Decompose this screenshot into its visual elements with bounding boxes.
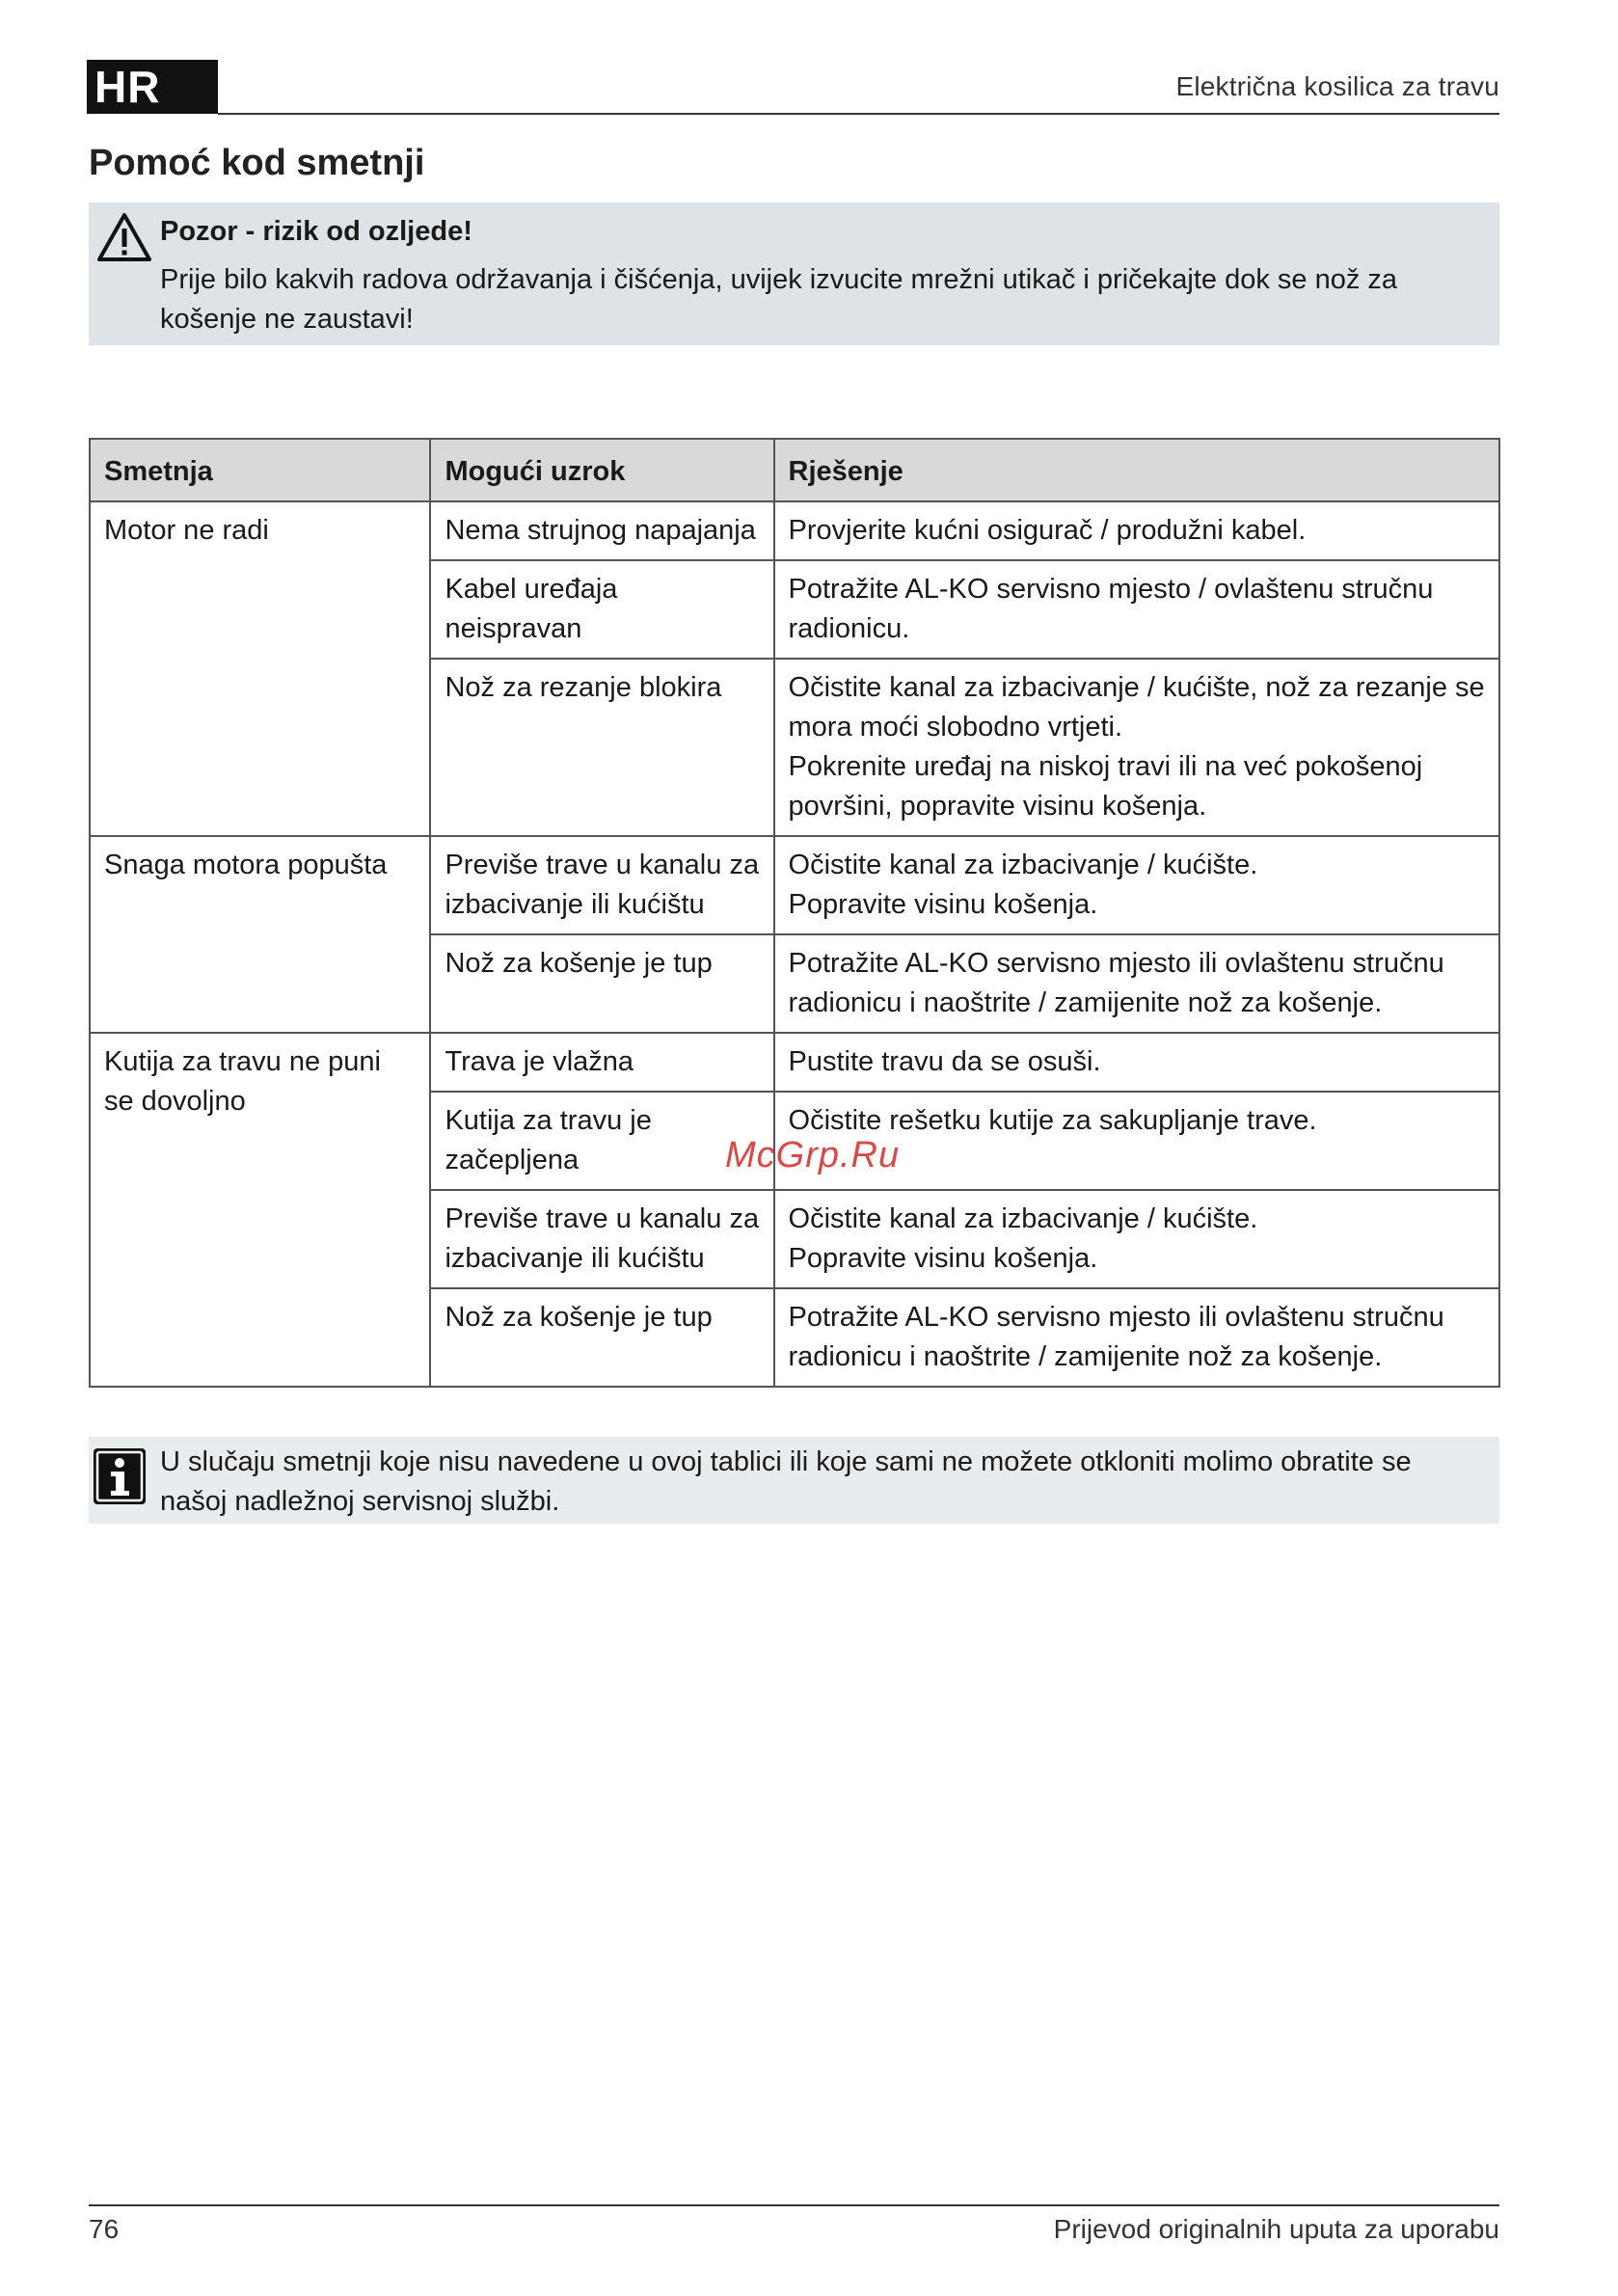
- fault-cell: Motor ne radi: [90, 501, 430, 836]
- solution-cell: Provjerite kućni osigurač / produžni kabel.: [774, 501, 1499, 560]
- solution-cell: Očistite kanal za izbacivanje / kućište. Popravite visinu košenja.: [774, 1190, 1499, 1288]
- header-divider: [218, 113, 1499, 115]
- solution-cell: Potražite AL-KO servisno mjesto ili ovlaštenu stručnu radionicu i naoštrite / zamijenite nož za košenje.: [774, 1288, 1499, 1387]
- page-number: 76: [89, 2214, 120, 2244]
- troubleshooting-table: [89, 438, 1500, 1388]
- column-header-solution: Rješenje: [774, 439, 1499, 501]
- solution-cell: Potražite AL-KO servisno mjesto / ovlaštenu stručnu radionicu.: [774, 560, 1499, 659]
- warning-box: [89, 203, 1499, 345]
- section-title: Pomoć kod smetnji: [89, 143, 425, 183]
- cause-cell: Nož za košenje je tup: [430, 934, 773, 1033]
- table-header-row: [90, 439, 1499, 501]
- footer-divider: [89, 2204, 1499, 2206]
- warning-triangle-icon: [96, 212, 152, 262]
- cause-cell: Nema strujnog napajanja: [430, 501, 773, 560]
- solution-cell: Očistite rešetku kutije za sakupljanje trave.: [774, 1092, 1499, 1190]
- table-row: [90, 1033, 1499, 1092]
- column-header-fault: Smetnja: [90, 439, 430, 501]
- info-icon: [94, 1448, 146, 1504]
- footer-text: Prijevod originalnih uputa za uporabu: [1053, 2214, 1499, 2244]
- fault-cell: Kutija za travu ne puni se dovoljno: [90, 1033, 430, 1387]
- table-row: [90, 836, 1499, 934]
- solution-cell: Očistite kanal za izbacivanje / kućište. Popravite visinu košenja.: [774, 836, 1499, 934]
- language-badge: HR: [87, 60, 218, 114]
- document-title: Električna kosilica za travu: [1175, 71, 1499, 101]
- cause-cell: Kutija za travu je začepljena: [430, 1092, 773, 1190]
- column-header-cause: Mogući uzrok: [430, 439, 773, 501]
- watermark: McGrp.Ru: [725, 1135, 901, 1175]
- info-box: [89, 1437, 1499, 1524]
- solution-cell: Potražite AL-KO servisno mjesto ili ovlaštenu stručnu radionicu i naoštrite / zamijenite nož za košenje.: [774, 934, 1499, 1033]
- cause-cell: Trava je vlažna: [430, 1033, 773, 1092]
- cause-cell: Previše trave u kanalu za izbacivanje ili kućištu: [430, 836, 773, 934]
- cause-cell: Nož za košenje je tup: [430, 1288, 773, 1387]
- info-text: U slučaju smetnji koje nisu navedene u ovoj tablici ili koje sami ne možete otkloniti molimo obratite se našoj nadležnoj servisnoj službi.: [160, 1446, 1412, 1517]
- cause-cell: Kabel uređaja neispravan: [430, 560, 773, 659]
- fault-cell: Snaga motora popušta: [90, 836, 430, 1033]
- warning-text: Prije bilo kakvih radova održavanja i čišćenja, uvijek izvucite mrežni utikač i pričekajte dok se nož za košenje ne zaustavi!: [160, 264, 1398, 335]
- cause-cell: Nož za rezanje blokira: [430, 659, 773, 836]
- warning-title: Pozor - rizik od ozljede!: [160, 216, 472, 247]
- solution-cell: Očistite kanal za izbacivanje / kućište, nož za rezanje se mora moći slobodno vrtjeti. Pokrenite uređaj na niskoj travi ili na već pokošenoj površini, popravite visinu košenja.: [774, 659, 1499, 836]
- solution-cell: Pustite travu da se osuši.: [774, 1033, 1499, 1092]
- table-row: [90, 501, 1499, 560]
- cause-cell: Previše trave u kanalu za izbacivanje ili kućištu: [430, 1190, 773, 1288]
